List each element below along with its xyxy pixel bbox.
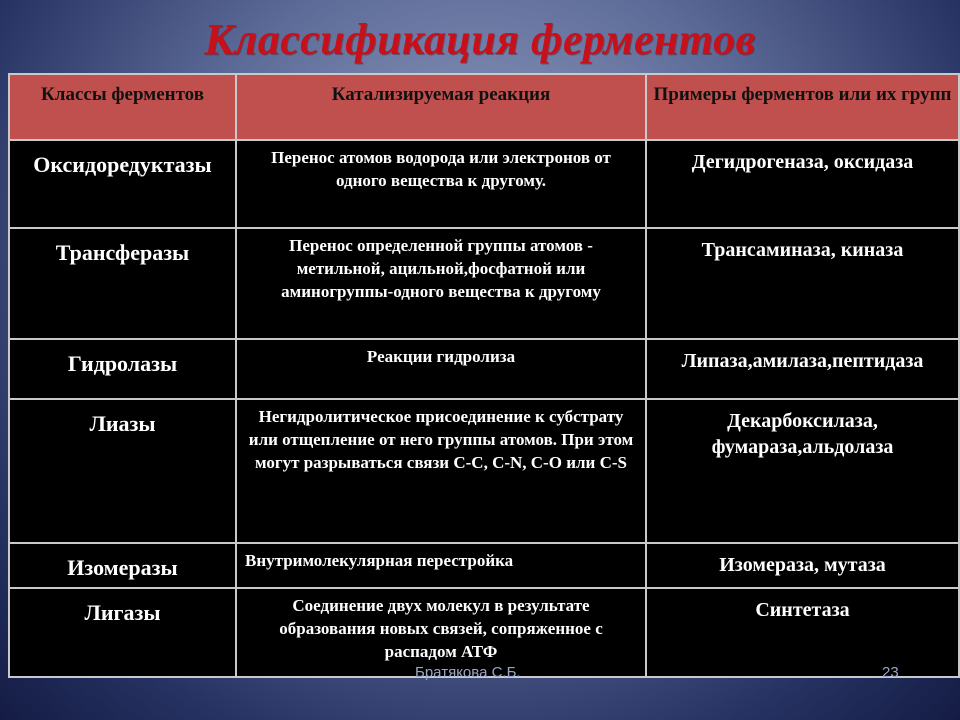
cell-class: Изомеразы [9, 543, 236, 588]
cell-examples: Липаза,амилаза,пептидаза [646, 339, 959, 399]
cell-reaction: Соединение двух молекул в результате образования новых связей, сопряженное с распадом АТФ [236, 588, 646, 677]
cell-class: Гидролазы [9, 339, 236, 399]
slide-number: 23 [882, 664, 899, 681]
cell-examples: Дегидрогеназа, оксидаза [646, 140, 959, 228]
cell-examples: Изомераза, мутаза [646, 543, 959, 588]
cell-reaction: Перенос определенной группы атомов - метильной, ацильной,фосфатной или аминогруппы-одного вещества к другому [236, 228, 646, 339]
header-enzyme-examples: Примеры ферментов или их групп [646, 74, 959, 140]
table-row [9, 228, 959, 339]
cell-examples: Декарбоксилаза, фумараза,альдолаза [646, 399, 959, 543]
header-catalyzed-reaction: Катализируемая реакция [236, 74, 646, 140]
slide-title: Классификация ферментов [204, 15, 756, 64]
cell-class: Оксидоредуктазы [9, 140, 236, 228]
cell-reaction: Реакции гидролиза [236, 339, 646, 399]
cell-class: Лигазы [9, 588, 236, 677]
header-enzyme-classes: Классы ферментов [9, 74, 236, 140]
cell-class: Лиазы [9, 399, 236, 543]
cell-reaction: Перенос атомов водорода или электронов от одного вещества к другому. [236, 140, 646, 228]
cell-class: Трансферазы [9, 228, 236, 339]
cell-reaction: Негидролитическое присоединение к субстрату или отщепление от него группы атомов. При этом могут разрываться связи C-C, C-N, C-O или C-S [236, 399, 646, 543]
table-header-row [9, 74, 959, 140]
footer-author: Братякова С.Б. [415, 664, 521, 681]
cell-examples: Трансаминаза, киназа [646, 228, 959, 339]
table-row [9, 543, 959, 588]
enzyme-classification-table [8, 73, 960, 678]
cell-examples: Синтетаза [646, 588, 959, 677]
table-row [9, 399, 959, 543]
cell-reaction: Внутримолекулярная перестройка [236, 543, 646, 588]
table-row [9, 339, 959, 399]
table-row [9, 140, 959, 228]
